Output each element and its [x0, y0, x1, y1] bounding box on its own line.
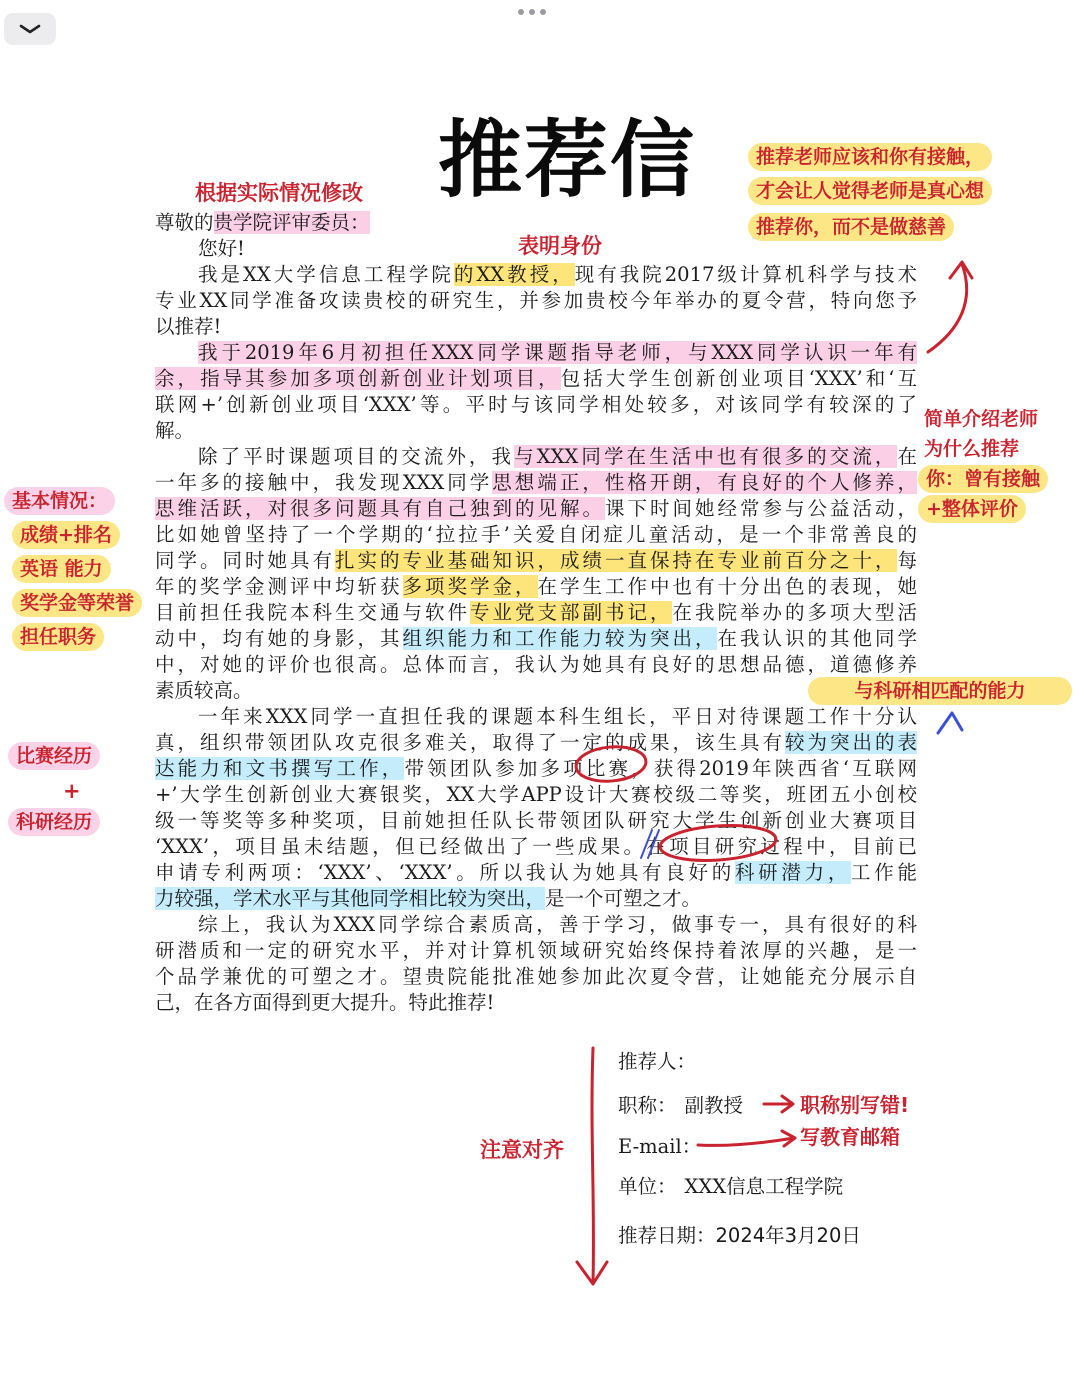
modify-note: 根据实际情况修改 — [195, 181, 363, 205]
align-note: 注意对齐 — [480, 1138, 564, 1162]
date-line: 推荐日期：2024年3月20日 — [618, 1224, 861, 1247]
note-contact-3: 推荐你，而不是做慈善 — [748, 213, 954, 241]
note-intro-2: 为什么推荐 — [924, 438, 1020, 460]
arrow-up-right — [928, 264, 967, 352]
note-basic-3: 奖学金等荣誉 — [12, 589, 142, 617]
paragraph-1: 我是XX大学信息工程学院的XX教授，现有我院2017级计算机科学与技术 专业XX同学准备攻读贵校的研究生，并参加贵校今年举办的夏令营，特向您予 以推荐! — [155, 263, 917, 338]
title-line: 职称： 副教授 — [618, 1094, 744, 1117]
note-intro-4: +整体评价 — [918, 495, 1026, 523]
note-comp-2: 科研经历 — [8, 808, 100, 836]
align-arrow — [592, 1048, 593, 1282]
note-basic-1: 成绩+排名 — [12, 521, 120, 549]
paragraph-2: 我于2019年6月初担任XXX同学课题指导老师，与XXX同学认识一年有 余，指导其参加多项创新创业计划项目，包括大学生创新创业项目‘XXX’和‘互 联网+’创新创业项目‘XXX’等。平时与该同学相处较多，对该同学有较深的了 解。 — [155, 341, 917, 442]
paragraph-4: 一年来XXX同学一直担任我的课题本科生组长，平日对待课题工作十分认 真，组织带领团队攻克很多难关，取得了一定的成果，该生具有较为突出的表 达能力和文书撰写工作，带领团队参加多项比赛，获得2019年陕西省‘互联网 +’大学生创新创业大赛银奖，XX大学APP设计大赛校级二等奖，班团五小创校 级一等奖等多种奖项，目前她担任队长带领团队研究大学生创新创业大赛项目 ‘XXX’，项目虽未结题，但已经做出了一些成果。在项目研究过程中，目前已 申请专利两项：‘XXX’、‘XXX’。所以我认为她具有良好的科研潜力，工作能 力较强，学术水平与其他同学相比较为突出，是一个可塑之才。 — [155, 705, 917, 910]
note-basic-title: 基本情况： — [4, 487, 115, 515]
more-dots-icon[interactable] — [518, 9, 546, 15]
note-comp-plus: + — [63, 779, 81, 803]
identify-note: 表明身份 — [518, 234, 602, 258]
unit-line: 单位： XXX信息工程学院 — [618, 1175, 844, 1198]
chevron-down-icon — [19, 23, 41, 35]
arrow-email — [698, 1138, 794, 1145]
greeting: 您好! — [198, 237, 245, 260]
note-intro-3: 你：曾有接触 — [918, 465, 1048, 493]
paragraph-5: 综上，我认为XXX同学综合素质高，善于学习，做事专一，具有很好的科 研潜质和一定的研究水平，并对计算机领域研究始终保持着浓厚的兴趣，是一 个品学兼优的可塑之才。望贵院能批准她参加此次夏令营，让她能充分展示自 己，在各方面得到更大提升。特此推荐! — [155, 913, 917, 1014]
letter-body — [155, 210, 917, 1016]
note-contact-1: 推荐老师应该和你有接触， — [748, 143, 992, 171]
back-button[interactable] — [4, 13, 56, 45]
salutation: 尊敬的贵学院评审委员： — [155, 211, 370, 234]
note-title-wrong: 职称别写错! — [800, 1093, 910, 1117]
page-title: 推荐信 — [438, 111, 697, 209]
paragraph-3: 除了平时课题项目的交流外，我与XXX同学在生活中也有很多的交流，在 一年多的接触中，我发现XXX同学思想端正，性格开朗，有良好的个人修养， 思维活跃，对很多问题具有自己独到的见解。课下时间她经常参与公益活动， 比如她曾坚持了一个学期的‘拉拉手’关爱自闭症儿童活动，是一个非常善良的 同学。同时她具有扎实的专业基础知识，成绩一直保持在专业前百分之十，每 年的奖学金测评中均斩获多项奖学金，在学生工作中也有十分出色的表现，她 目前担任我院本科生交通与软件专业党支部副书记，在我院举办的多项大型活 动中，均有她的身影，其组织能力和工作能力较为突出，在我认识的其他同学 中，对她的评价也很高。总体而言，我认为她具有良好的思想品德，道德修养 素质较高。 — [155, 445, 917, 702]
note-comp-1: 比赛经历 — [8, 742, 100, 770]
note-basic-2: 英语 能力 — [12, 555, 111, 583]
email-line: E-mail： — [618, 1135, 702, 1158]
note-contact-2: 才会让人觉得老师是真心想 — [748, 177, 992, 205]
note-basic-4: 担任职务 — [12, 623, 104, 651]
note-edu-email: 写教育邮箱 — [800, 1125, 900, 1149]
note-intro-1: 简单介绍老师 — [924, 408, 1039, 430]
blue-caret — [938, 713, 962, 733]
note-research-match: 与科研相匹配的能力 — [808, 677, 1072, 705]
recommender-label: 推荐人： — [618, 1050, 697, 1073]
